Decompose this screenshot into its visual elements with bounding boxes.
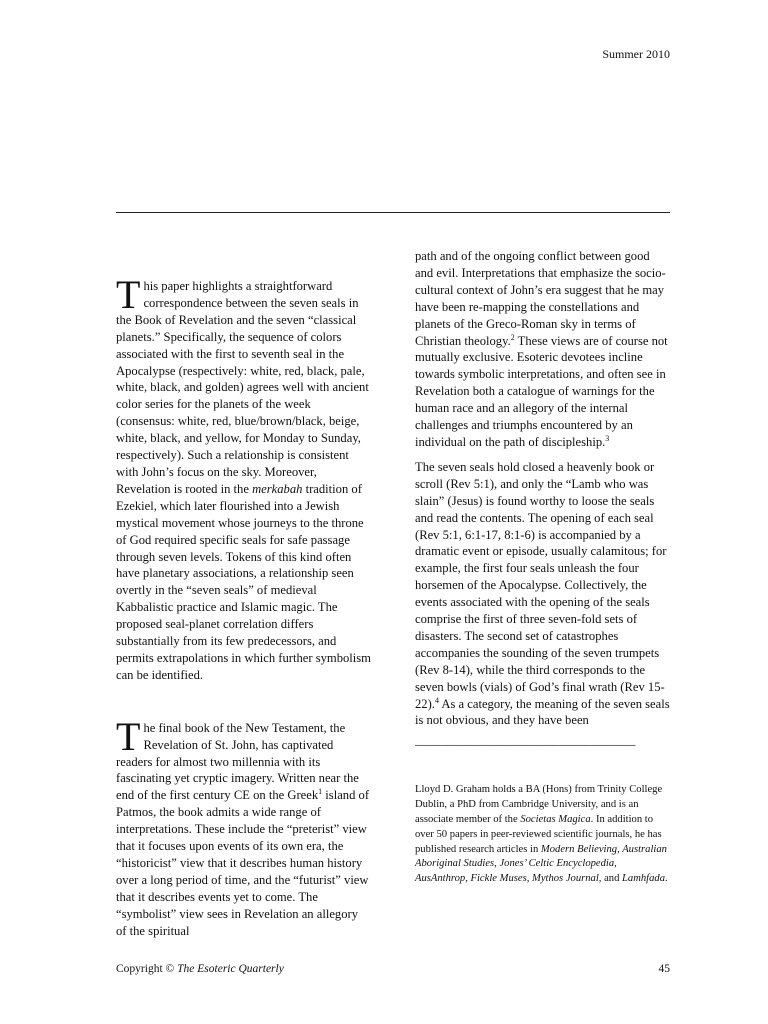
abstract-italic-term: merkabah (252, 481, 303, 496)
footnote-ref-2[interactable]: 2 (510, 332, 515, 342)
body-text: The seven seals hold closed a heavenly book or scroll (Rev 5:1), and only the “Lamb who was slain” (Jesus) is found worthy to loose the seals and read the contents. The opening of each seal (Rev 5:1, 6:1-17, 8:1-6) is accompanied by a dramatic event or episode, usually calamitous; for example, the first four seals unleash the four horsemen of the Apocalypse. Collectively, the events associated with the opening of the seals comprise the first of three seven-fold sets of disasters. The second set of catastrophes accompanies the sounding of the seven trumpets (Rev 8-14), while the third corresponds to the seven bowls (vials) of God’s final wrath (Rev 15-22). (415, 459, 667, 711)
bio-italic: Modern Believing, Australian Aboriginal Studies, Jones’ Celtic Encyclopedia, AusAnthrop, Fickle Muses, Mythos Journal, (415, 843, 667, 885)
footnote-separator: ___________________________________ (415, 733, 636, 748)
abstract-paragraph (116, 272, 371, 684)
page-number: 45 (658, 963, 670, 975)
left-column (116, 272, 371, 940)
abstract-text-continued: tradition of Ezekiel, which later flourished into a Jewish mystical movement whose journeys to the throne of God required specific seals for safe passage through seven levels. Tokens of this kind often have planetary associations, a relationship seen overtly in the “seven seals” of medieval Kabbalistic practice and Islamic magic. The proposed seal-planet correlation differs substantially from its few predecessors, and permits extrapolations in which further symbolism can be identified. (116, 481, 371, 682)
body-paragraph-2 (415, 459, 670, 730)
bio-text: . In addition to over 50 papers in peer-reviewed scientific journals, he has published research articles in (415, 813, 662, 855)
body-text: path and of the ongoing conflict between good and evil. Interpretations that emphasize the socio-cultural context of John’s era suggest that he may have been re-mapping the constellations and planets of the Greco-Roman sky in terms of Christian theology. (415, 249, 666, 348)
footnote-ref-3[interactable]: 3 (605, 433, 610, 443)
footnote-ref-1[interactable]: 1 (318, 787, 323, 797)
author-bio (415, 783, 670, 887)
intro-paragraph (116, 713, 371, 940)
body-paragraph-1 (415, 248, 670, 451)
right-column (415, 248, 670, 887)
intro-text-continued: island of Patmos, the book admits a wide range of interpretations. These include the “preterist” view that it focuses upon events of its own era, the “historicist” view that it describes human history over a long period of time, and the “futurist” view that it describes events yet to come. The “symbolist” view sees in Revelation an allegory of the spiritual (116, 788, 370, 938)
footnote-ref-4[interactable]: 4 (434, 695, 439, 705)
copyright-prefix: Copyright © (116, 963, 178, 975)
bio-text: Lloyd D. Graham holds a BA (Hons) from Trinity College Dublin, a PhD from Cambridge University, and is an associate member of the (415, 784, 663, 825)
abstract-text: his paper highlights a straightforward correspondence between the seven seals in the Book of Revelation and the seven “classical planets.” Specifically, the sequence of colors associated with the first to seventh seal in the Apocalypse (respectively: white, red, black, pale, white, black, and golden) agrees well with ancient color series for the planets of the week (consensus: white, red, blue/brown/black, beige, white, black, and yellow, for Monday to Sunday, respectively). Such a relationship is consistent with John’s focus on the sky. Moreover, Revelation is rooted in the (116, 279, 369, 496)
intro-dropcap: T (116, 713, 141, 759)
bio-text: and (601, 873, 623, 885)
body-text-continued: These views are of course not mutually exclusive. Esoteric devotees incline towards symbolic interpretations, and often see in Revelation both a catalogue of warnings for the human race and an allegory of the internal challenges and triumphs encountered by an individual on the path of discipleship. (415, 333, 668, 449)
footer-copyright (116, 962, 284, 976)
bio-italic: Lamhfada (622, 873, 666, 885)
bio-text: . (665, 873, 668, 885)
header-rule (116, 212, 670, 213)
body-text-continued: As a category, the meaning of the seven seals is not obvious, and they have been (415, 696, 670, 728)
journal-name: The Esoteric Quarterly (177, 963, 284, 975)
abstract-dropcap: T (116, 272, 141, 317)
intro-text: he final book of the New Testament, the Revelation of St. John, has captivated readers for almost two millennia with its fascinating yet cryptic imagery. Written near the end of the first century CE on the Greek (116, 720, 359, 803)
issue-date: Summer 2010 (602, 47, 670, 61)
bio-italic: Societas Magica (520, 813, 591, 825)
